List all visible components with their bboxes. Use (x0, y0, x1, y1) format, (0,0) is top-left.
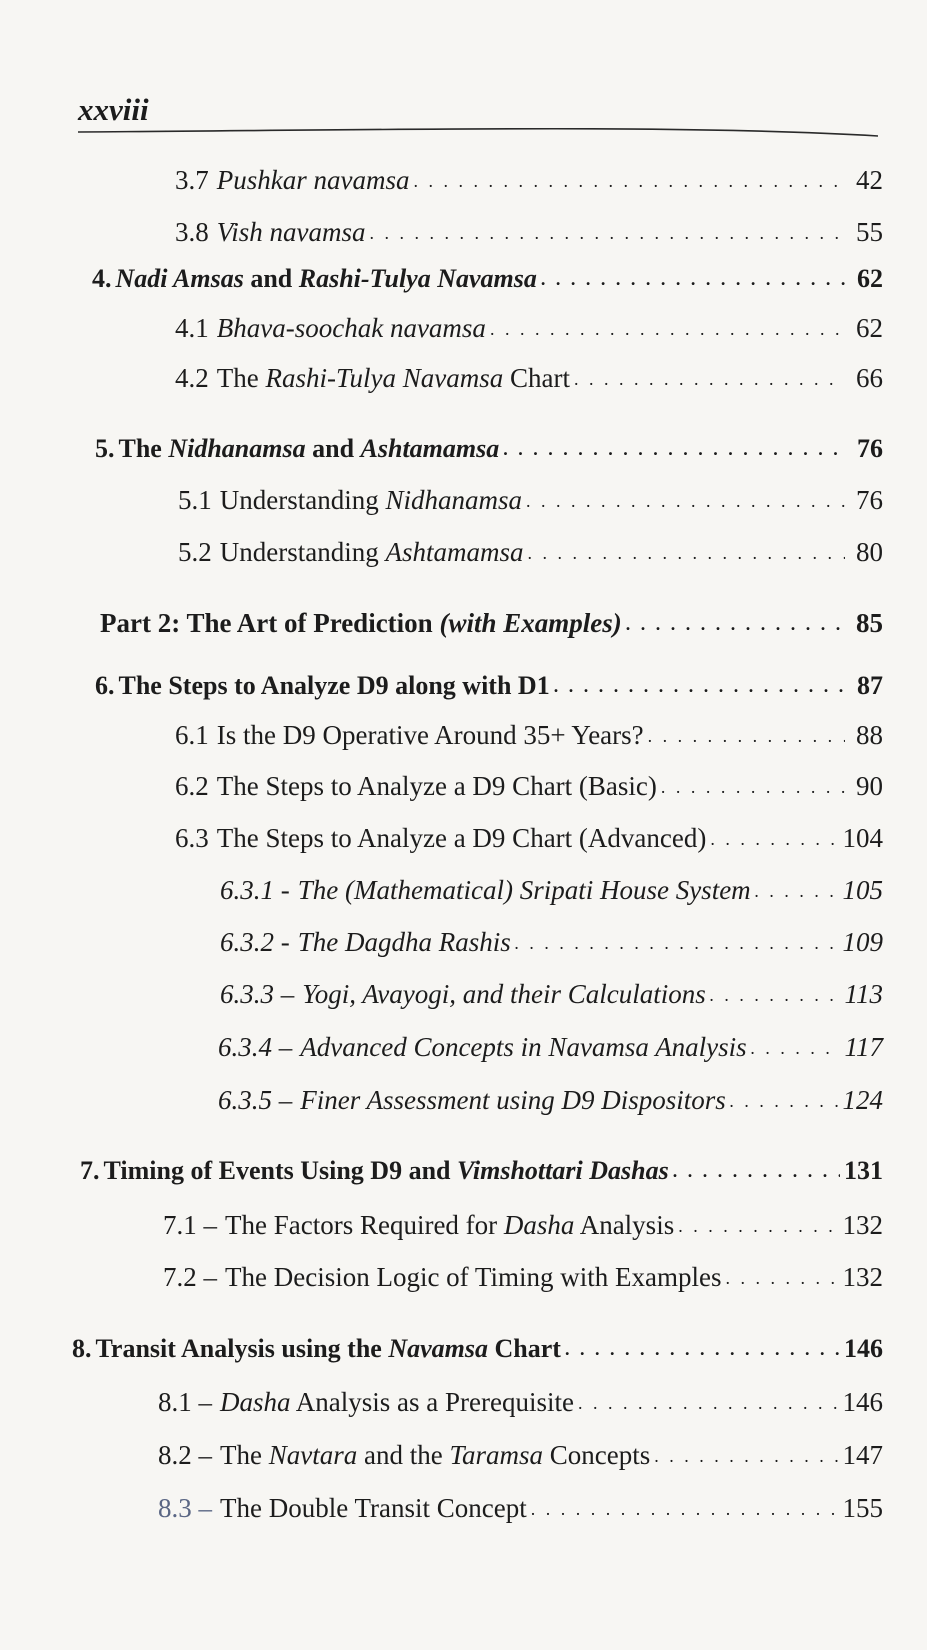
leader-dots (710, 986, 841, 1004)
toc-entry-6-3-2[interactable]: 6.3.2 - The Dagdha Rashis . . . 109 (220, 922, 883, 958)
entry-title: The Navtara and the Taramsa Concepts (220, 1440, 651, 1470)
leader-dots (541, 270, 845, 288)
leader-dots (503, 440, 845, 458)
entry-title: Is the D9 Operative Around 35+ Years? (216, 720, 644, 750)
leader-dots (751, 1039, 841, 1057)
entry-title: The (Mathematical) Sripati House System (297, 875, 751, 905)
entry-page: 87 (857, 671, 883, 700)
entry-page: 105 (842, 875, 883, 905)
leader-dots (654, 1447, 838, 1465)
toc-chapter-8[interactable]: 8. Transit Analysis using the Navamsa Chart . . . 146 (72, 1328, 883, 1364)
toc-chapter-6[interactable]: 6. The Steps to Analyze D9 along with D1 . . . 87 (95, 665, 883, 701)
entry-title: Advanced Concepts in Navamsa Analysis (300, 1032, 747, 1062)
leader-dots (648, 727, 845, 745)
leader-dots (730, 1092, 839, 1110)
entry-page: 132 (842, 1210, 883, 1240)
entry-page: 90 (856, 771, 883, 801)
entry-title: Pushkar navamsa (216, 165, 410, 195)
entry-page: 76 (856, 485, 883, 515)
leader-dots (678, 1217, 838, 1235)
entry-title: The Double Transit Concept (220, 1493, 527, 1523)
leader-dots (673, 1162, 840, 1180)
leader-dots (413, 172, 845, 190)
leader-dots (565, 1340, 840, 1358)
entry-page: 155 (842, 1493, 883, 1523)
toc-entry-8-1[interactable]: 8.1 – Dasha Analysis as a Prerequisite . . . 146 (158, 1382, 883, 1418)
leader-dots (755, 882, 839, 900)
toc-entry-6-2[interactable]: 6.2 The Steps to Analyze a D9 Chart (Basic) . . . 90 (175, 766, 883, 802)
leader-dots (531, 1500, 839, 1518)
leader-dots (661, 778, 845, 796)
entry-page: 62 (857, 264, 883, 293)
entry-title: Understanding Ashtamamsa (219, 537, 524, 567)
leader-dots (526, 492, 845, 510)
entry-page: 113 (844, 979, 883, 1009)
leader-dots (574, 370, 845, 388)
entry-title: The Dagdha Rashis (297, 927, 511, 957)
toc-entry-6-3-3[interactable]: 6.3.3 – Yogi, Avayogi, and their Calculations . . . 113 (220, 974, 883, 1010)
toc-entry-6-3-4[interactable]: 6.3.4 – Advanced Concepts in Navamsa Analysis . . . 117 (218, 1027, 883, 1063)
entry-title: Understanding Nidhanamsa (219, 485, 522, 515)
leader-dots (725, 1269, 838, 1287)
leader-dots (710, 830, 838, 848)
toc-chapter-5[interactable]: 5. The Nidhanamsa and Ashtamamsa . . . 76 (95, 428, 883, 464)
entry-page: 80 (856, 537, 883, 567)
page-number: xxviii (78, 92, 149, 127)
entry-page: 146 (844, 1334, 883, 1363)
entry-page: 117 (844, 1032, 883, 1062)
leader-dots (527, 544, 845, 562)
toc-chapter-7[interactable]: 7. Timing of Events Using D9 and Vimshottari Dashas . . . 131 (80, 1150, 883, 1186)
entry-title: The Steps to Analyze D9 along with D1 (118, 671, 550, 700)
toc-entry-4-2[interactable]: 4.2 The Rashi-Tulya Navamsa Chart . . . 66 (175, 358, 883, 394)
entry-title: Finer Assessment using D9 Dispositors (300, 1085, 726, 1115)
entry-title: The Factors Required for Dasha Analysis (225, 1210, 675, 1240)
entry-title: Dasha Analysis as a Prerequisite (220, 1387, 574, 1417)
leader-dots (578, 1394, 839, 1412)
entry-page: 124 (842, 1085, 883, 1115)
toc-entry-5-2[interactable]: 5.2 Understanding Ashtamamsa . . . 80 (178, 532, 883, 568)
entry-title: Bhava-soochak navamsa (216, 313, 486, 343)
entry-page: 62 (856, 313, 883, 343)
leader-dots (554, 677, 845, 695)
entry-title: Nadi Amsas and Rashi-Tulya Navamsa (115, 264, 537, 293)
leader-dots (490, 320, 845, 338)
entry-page: 88 (856, 720, 883, 750)
entry-page: 42 (856, 165, 883, 195)
toc-entry-3-7[interactable]: 3.7 Pushkar navamsa . . . 42 (175, 160, 883, 196)
toc-entry-8-2[interactable]: 8.2 – The Navtara and the Taramsa Concepts . . . 147 (158, 1435, 883, 1471)
entry-title: The Steps to Analyze a D9 Chart (Advanced) (216, 823, 707, 853)
entry-page: 66 (856, 363, 883, 393)
toc-entry-7-2[interactable]: 7.2 – The Decision Logic of Timing with Examples . . . 132 (163, 1257, 883, 1293)
toc-entry-7-1[interactable]: 7.1 – The Factors Required for Dasha Analysis . . . 132 (163, 1205, 883, 1241)
toc-chapter-4[interactable]: 4. Nadi Amsas and Rashi-Tulya Navamsa . . . 62 (92, 258, 883, 294)
entry-title: The Steps to Analyze a D9 Chart (Basic) (216, 771, 657, 801)
leader-dots (370, 224, 846, 242)
toc-entry-6-3[interactable]: 6.3 The Steps to Analyze a D9 Chart (Advanced) . . . 104 (175, 818, 883, 854)
leader-dots (626, 615, 845, 633)
entry-title: Yogi, Avayogi, and their Calculations (302, 979, 706, 1009)
entry-page: 147 (842, 1440, 883, 1470)
toc-entry-8-3[interactable]: 8.3 – The Double Transit Concept . . . 155 (158, 1488, 883, 1524)
entry-title: Transit Analysis using the Navamsa Chart (95, 1334, 561, 1363)
entry-title: The Nidhanamsa and Ashtamamsa (118, 434, 500, 463)
toc-entry-6-1[interactable]: 6.1 Is the D9 Operative Around 35+ Years? . . . 88 (175, 715, 883, 751)
toc-entry-6-3-5[interactable]: 6.3.5 – Finer Assessment using D9 Dispositors . . . 124 (218, 1080, 883, 1116)
entry-page: 76 (857, 434, 883, 463)
toc-part-2[interactable] (100, 603, 883, 639)
entry-page: 131 (844, 1156, 883, 1185)
entry-page: 109 (842, 927, 883, 957)
toc-entry-4-1[interactable]: 4.1 Bhava-soochak navamsa . . . 62 (175, 308, 883, 344)
toc-entry-3-8[interactable]: 3.8 Vish navamsa . . . 55 (175, 212, 883, 248)
entry-title: Vish navamsa (216, 217, 366, 247)
toc-entry-6-3-1[interactable]: 6.3.1 - The (Mathematical) Sripati House System . . . 105 (220, 870, 883, 906)
entry-page: 104 (842, 823, 883, 853)
entry-page: 146 (842, 1387, 883, 1417)
leader-dots (515, 934, 839, 952)
entry-page: 132 (842, 1262, 883, 1292)
entry-title: The Decision Logic of Timing with Examples (225, 1262, 722, 1292)
entry-title: The Rashi-Tulya Navamsa Chart (216, 363, 570, 393)
entry-title: Timing of Events Using D9 and Vimshottari Dashas (103, 1156, 669, 1185)
toc-entry-5-1[interactable]: 5.1 Understanding Nidhanamsa . . . 76 (178, 480, 883, 516)
entry-page: 55 (856, 217, 883, 247)
entry-title: Part 2: The Art of Prediction (with Examples) (100, 608, 622, 638)
entry-page: 85 (856, 608, 883, 638)
